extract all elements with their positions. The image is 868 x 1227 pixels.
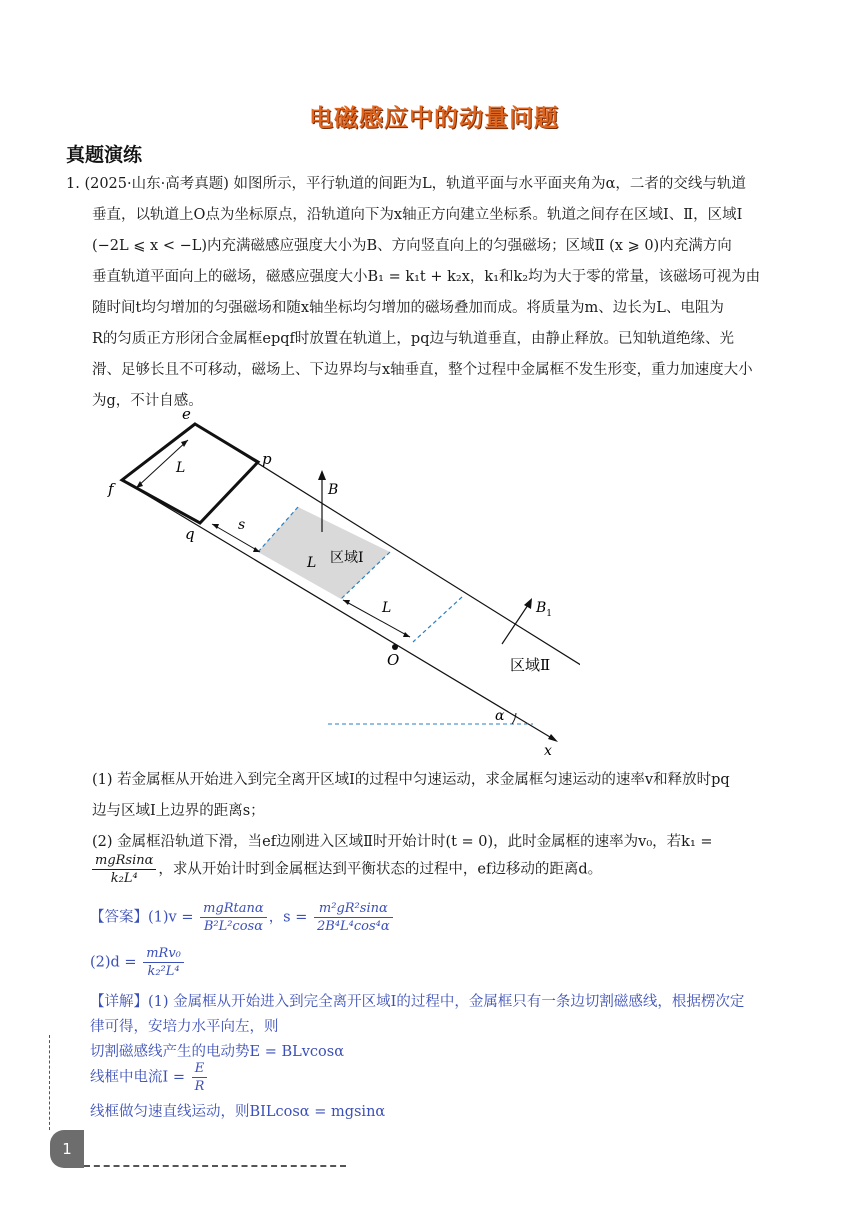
arrow-head: [403, 632, 410, 637]
label-s: s: [238, 517, 246, 533]
label-b: B: [328, 482, 339, 498]
problem-line: 滑、足够长且不可移动，磁场上、下边界均与x轴垂直，整个过程中金属框不发生形变，重力加速度大小: [92, 362, 753, 378]
v-fraction: $\frac{\text{mgRtanα}}{\text{B²L²cosα}}$: [200, 900, 267, 935]
section-heading: 真题演练: [66, 144, 143, 166]
problem-line: R的匀质正方形闭合金属框epqf时放置在轨道上，pq边与轨道垂直，由静止释放。已知轨道绝缘、光: [92, 331, 734, 347]
label-p: p: [262, 450, 272, 468]
label-frame-length: L: [176, 460, 186, 476]
label-o: O: [387, 651, 400, 669]
label-region-1: 区域Ⅰ: [330, 550, 364, 566]
x-axis-arrow-head: [548, 734, 558, 742]
problem-line: 垂直，以轨道上O点为坐标原点，沿轨道向下为x轴正方向建立坐标系。轨道之间存在区域Ⅰ、Ⅱ，区域Ⅰ: [92, 207, 743, 223]
arrow-head: [318, 470, 326, 480]
problem-line: (−2L ⩽ x < −L)内充满磁感应强度大小为B、方向竖直向上的匀强磁场；区域Ⅱ (x ⩾ 0)内充满方向: [92, 238, 732, 254]
current-fraction: $\frac{E}{R}$: [192, 1060, 208, 1095]
label-e: e: [182, 405, 191, 423]
physics-diagram: [100, 402, 580, 757]
label-q: q: [185, 525, 195, 543]
region-1-area: [258, 507, 390, 599]
d-fraction: $\frac{\text{mRv₀}}{\text{k₂²L⁴}}$: [143, 945, 184, 980]
page-title: 电磁感应中的动量问题: [309, 104, 559, 132]
label-length-below: L: [382, 600, 392, 616]
lower-rail: [122, 480, 555, 740]
detail-line-1: 【详解】(1) 金属框从开始进入到完全离开区域Ⅰ的过程中，金属框只有一条边切割磁感线，根据楞次定: [90, 994, 745, 1010]
detail-line-3: 切割磁感线产生的电动势E = BLvcosα: [90, 1044, 345, 1060]
problem-line: 垂直轨道平面向上的磁场，磁感应强度大小B₁ = k₁t + k₂x，k₁和k₂均为大于零的常量，该磁场可视为由: [92, 269, 761, 285]
page-number: 1: [50, 1130, 84, 1168]
label-f: f: [108, 480, 114, 498]
detail-line-4: 线框中电流I = $\frac{E}{R}$: [90, 1060, 209, 1095]
arrow-head: [212, 524, 219, 529]
arrow-head: [524, 598, 532, 609]
answer-line-1: 【答案】(1)v = $\frac{\text{mgRtanα}}{\text{B²L²cosα}}$ ，s = $\frac{\text{m²gR²sinα}}{\text{2B⁴L⁴cos⁴α}}$: [90, 900, 395, 935]
arrow-head: [253, 547, 260, 552]
label-region-length: L: [307, 555, 317, 571]
question-1-line: (1) 若金属框从开始进入到完全离开区域Ⅰ的过程中匀速运动，求金属框匀速运动的速率v和释放时pq: [92, 772, 730, 788]
region-2-boundary: [413, 597, 462, 642]
question-1-line: 边与区域Ⅰ上边界的距离s；: [92, 803, 265, 819]
page-border-bottom: [84, 1165, 346, 1167]
detail-line-2: 律可得，安培力水平向左，则: [90, 1019, 279, 1035]
problem-line: 为g，不计自感。: [92, 393, 203, 409]
question-2-line: (2) 金属框沿轨道下滑，当ef边刚进入区域Ⅱ时开始计时(t = 0)，此时金属框的速率为v₀，若k₁ =: [92, 834, 713, 850]
b1-field-arrow: [502, 602, 530, 644]
k1-fraction: $\frac{\text{mgRsinα}}{\text{k₂L⁴}}$: [92, 852, 156, 887]
answer-line-2: (2)d = $\frac{\text{mRv₀}}{\text{k₂²L⁴}}$: [90, 945, 186, 980]
s-fraction: $\frac{\text{m²gR²sinα}}{\text{2B⁴L⁴cos⁴α}}$: [314, 900, 393, 935]
label-b1: $B_1$: [536, 600, 553, 619]
detail-line-5: 线框做匀速直线运动，则BILcosα = mgsinα: [90, 1104, 386, 1120]
label-x: x: [544, 743, 552, 757]
label-alpha: α: [495, 708, 505, 724]
origin-point: [392, 644, 398, 650]
problem-line: 随时间t均匀增加的匀强磁场和随x轴坐标均匀增加的磁场叠加而成。将质量为m、边长为L、电阻为: [92, 300, 724, 316]
page-border-left: [49, 1035, 50, 1130]
label-region-2: 区域Ⅱ: [510, 656, 551, 674]
problem-line: 1. (2025·山东·高考真题) 如图所示，平行轨道的间距为L，轨道平面与水平面夹角为α，二者的交线与轨道: [66, 176, 746, 192]
arrow-head: [343, 600, 350, 605]
metal-frame: [122, 424, 258, 523]
question-2-condition: $\frac{\text{mgRsinα}}{\text{k₂L⁴}}$ ，求从开始计时到金属框达到平衡状态的过程中，ef边移动的距离d。: [90, 852, 602, 887]
